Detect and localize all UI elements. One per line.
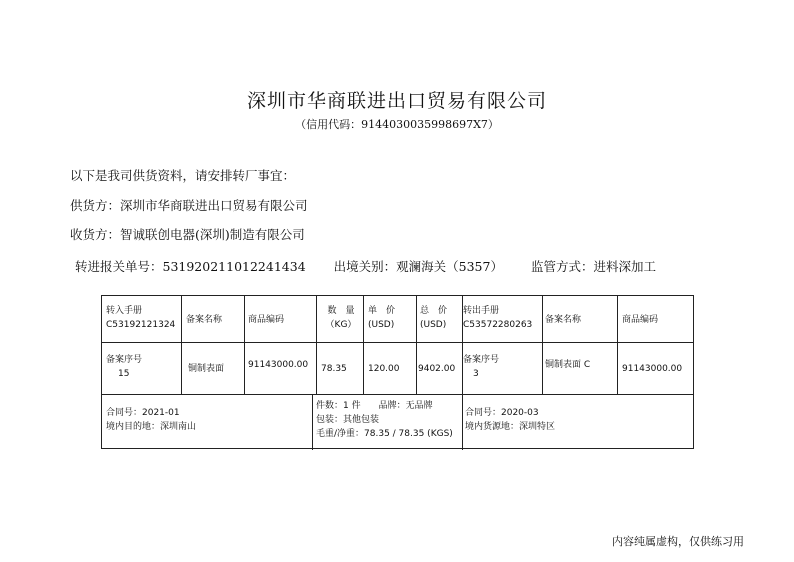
in-manual-no: C53192121324 bbox=[106, 320, 176, 330]
price-header bbox=[368, 304, 395, 332]
price-unit: (USD) bbox=[368, 320, 395, 330]
declaration-no: 转进报关单号：531920211012241434 bbox=[75, 259, 306, 274]
total-unit: (USD) bbox=[420, 320, 447, 330]
row-divider bbox=[102, 394, 693, 395]
col-divider bbox=[416, 296, 417, 394]
credit-code: （信用代码：9144030035998697X7） bbox=[295, 118, 499, 131]
qty-label: 数 量 bbox=[327, 306, 355, 316]
receiver-line: 收货方：智诚联创电器(深圳)制造有限公司 bbox=[70, 227, 305, 242]
request-text: 以下是我司供货资料，请安排转厂事宜： bbox=[70, 168, 296, 183]
supplier-line: 供货方：深圳市华商联进出口贸易有限公司 bbox=[70, 198, 308, 213]
package-cell bbox=[316, 399, 453, 441]
goods-code-header-1: 商品编码 bbox=[248, 315, 285, 325]
col-divider bbox=[316, 296, 317, 394]
record-name-1: 铜制表面 bbox=[188, 364, 225, 374]
qty-unit: （KG） bbox=[325, 320, 357, 330]
weight: 毛重/净重：78.35 / 78.35 (KGS) bbox=[316, 429, 453, 439]
in-manual-cell bbox=[106, 304, 175, 332]
transfer-table bbox=[101, 295, 694, 449]
disclaimer: 内容纯属虚构，仅供练习用 bbox=[612, 535, 744, 548]
contract-no-1: 合同号：2021-01 bbox=[106, 408, 180, 418]
company-title: 深圳市华商联进出口贸易有限公司 bbox=[246, 90, 547, 112]
record-name-header-1: 备案名称 bbox=[186, 315, 223, 325]
seq-cell-2 bbox=[463, 353, 499, 381]
record-name-header-2: 备案名称 bbox=[545, 315, 582, 325]
destination: 境内目的地：深圳南山 bbox=[106, 422, 197, 432]
out-manual-cell bbox=[463, 304, 532, 332]
price-value: 120.00 bbox=[368, 364, 400, 374]
seq-cell-1 bbox=[106, 353, 142, 381]
supervision-mode: 监管方式：进料深加工 bbox=[530, 259, 656, 274]
contract-cell-2 bbox=[465, 406, 555, 434]
goods-code-1: 91143000.00 bbox=[248, 360, 309, 370]
in-manual-label: 转入手册 bbox=[106, 306, 143, 316]
price-label: 单 价 bbox=[368, 306, 396, 316]
record-name-2: 铜制表面 C bbox=[545, 360, 591, 370]
col-divider bbox=[462, 394, 463, 450]
col-divider bbox=[542, 296, 543, 394]
declaration-line bbox=[75, 257, 656, 275]
row-divider bbox=[102, 342, 693, 343]
pieces-brand: 件数：1 件 品牌：无品牌 bbox=[316, 401, 433, 411]
contract-cell-1 bbox=[106, 406, 196, 434]
packing: 包装：其他包装 bbox=[316, 415, 380, 425]
out-manual-no: C53572280263 bbox=[463, 320, 533, 330]
total-value: 9402.00 bbox=[418, 364, 456, 374]
qty-header bbox=[321, 304, 361, 332]
qty-value: 78.35 bbox=[321, 364, 347, 374]
goods-code-header-2: 商品编码 bbox=[622, 315, 659, 325]
col-divider bbox=[363, 296, 364, 394]
total-label: 总 价 bbox=[420, 306, 448, 316]
seq-no-1: 15 bbox=[118, 369, 130, 379]
exit-customs: 出境关别：观澜海关（5357） bbox=[333, 259, 503, 274]
col-divider bbox=[617, 296, 618, 394]
total-header bbox=[420, 304, 447, 332]
goods-code-2: 91143000.00 bbox=[622, 364, 683, 374]
seq-no-2: 3 bbox=[473, 369, 479, 379]
seq-label-2: 备案序号 bbox=[463, 355, 500, 365]
col-divider bbox=[181, 296, 182, 394]
contract-no-2: 合同号：2020-03 bbox=[465, 408, 539, 418]
source-location: 境内货源地：深圳特区 bbox=[465, 422, 556, 432]
seq-label-1: 备案序号 bbox=[106, 355, 143, 365]
out-manual-label: 转出手册 bbox=[463, 306, 500, 316]
col-divider bbox=[312, 394, 313, 450]
col-divider bbox=[244, 296, 245, 394]
